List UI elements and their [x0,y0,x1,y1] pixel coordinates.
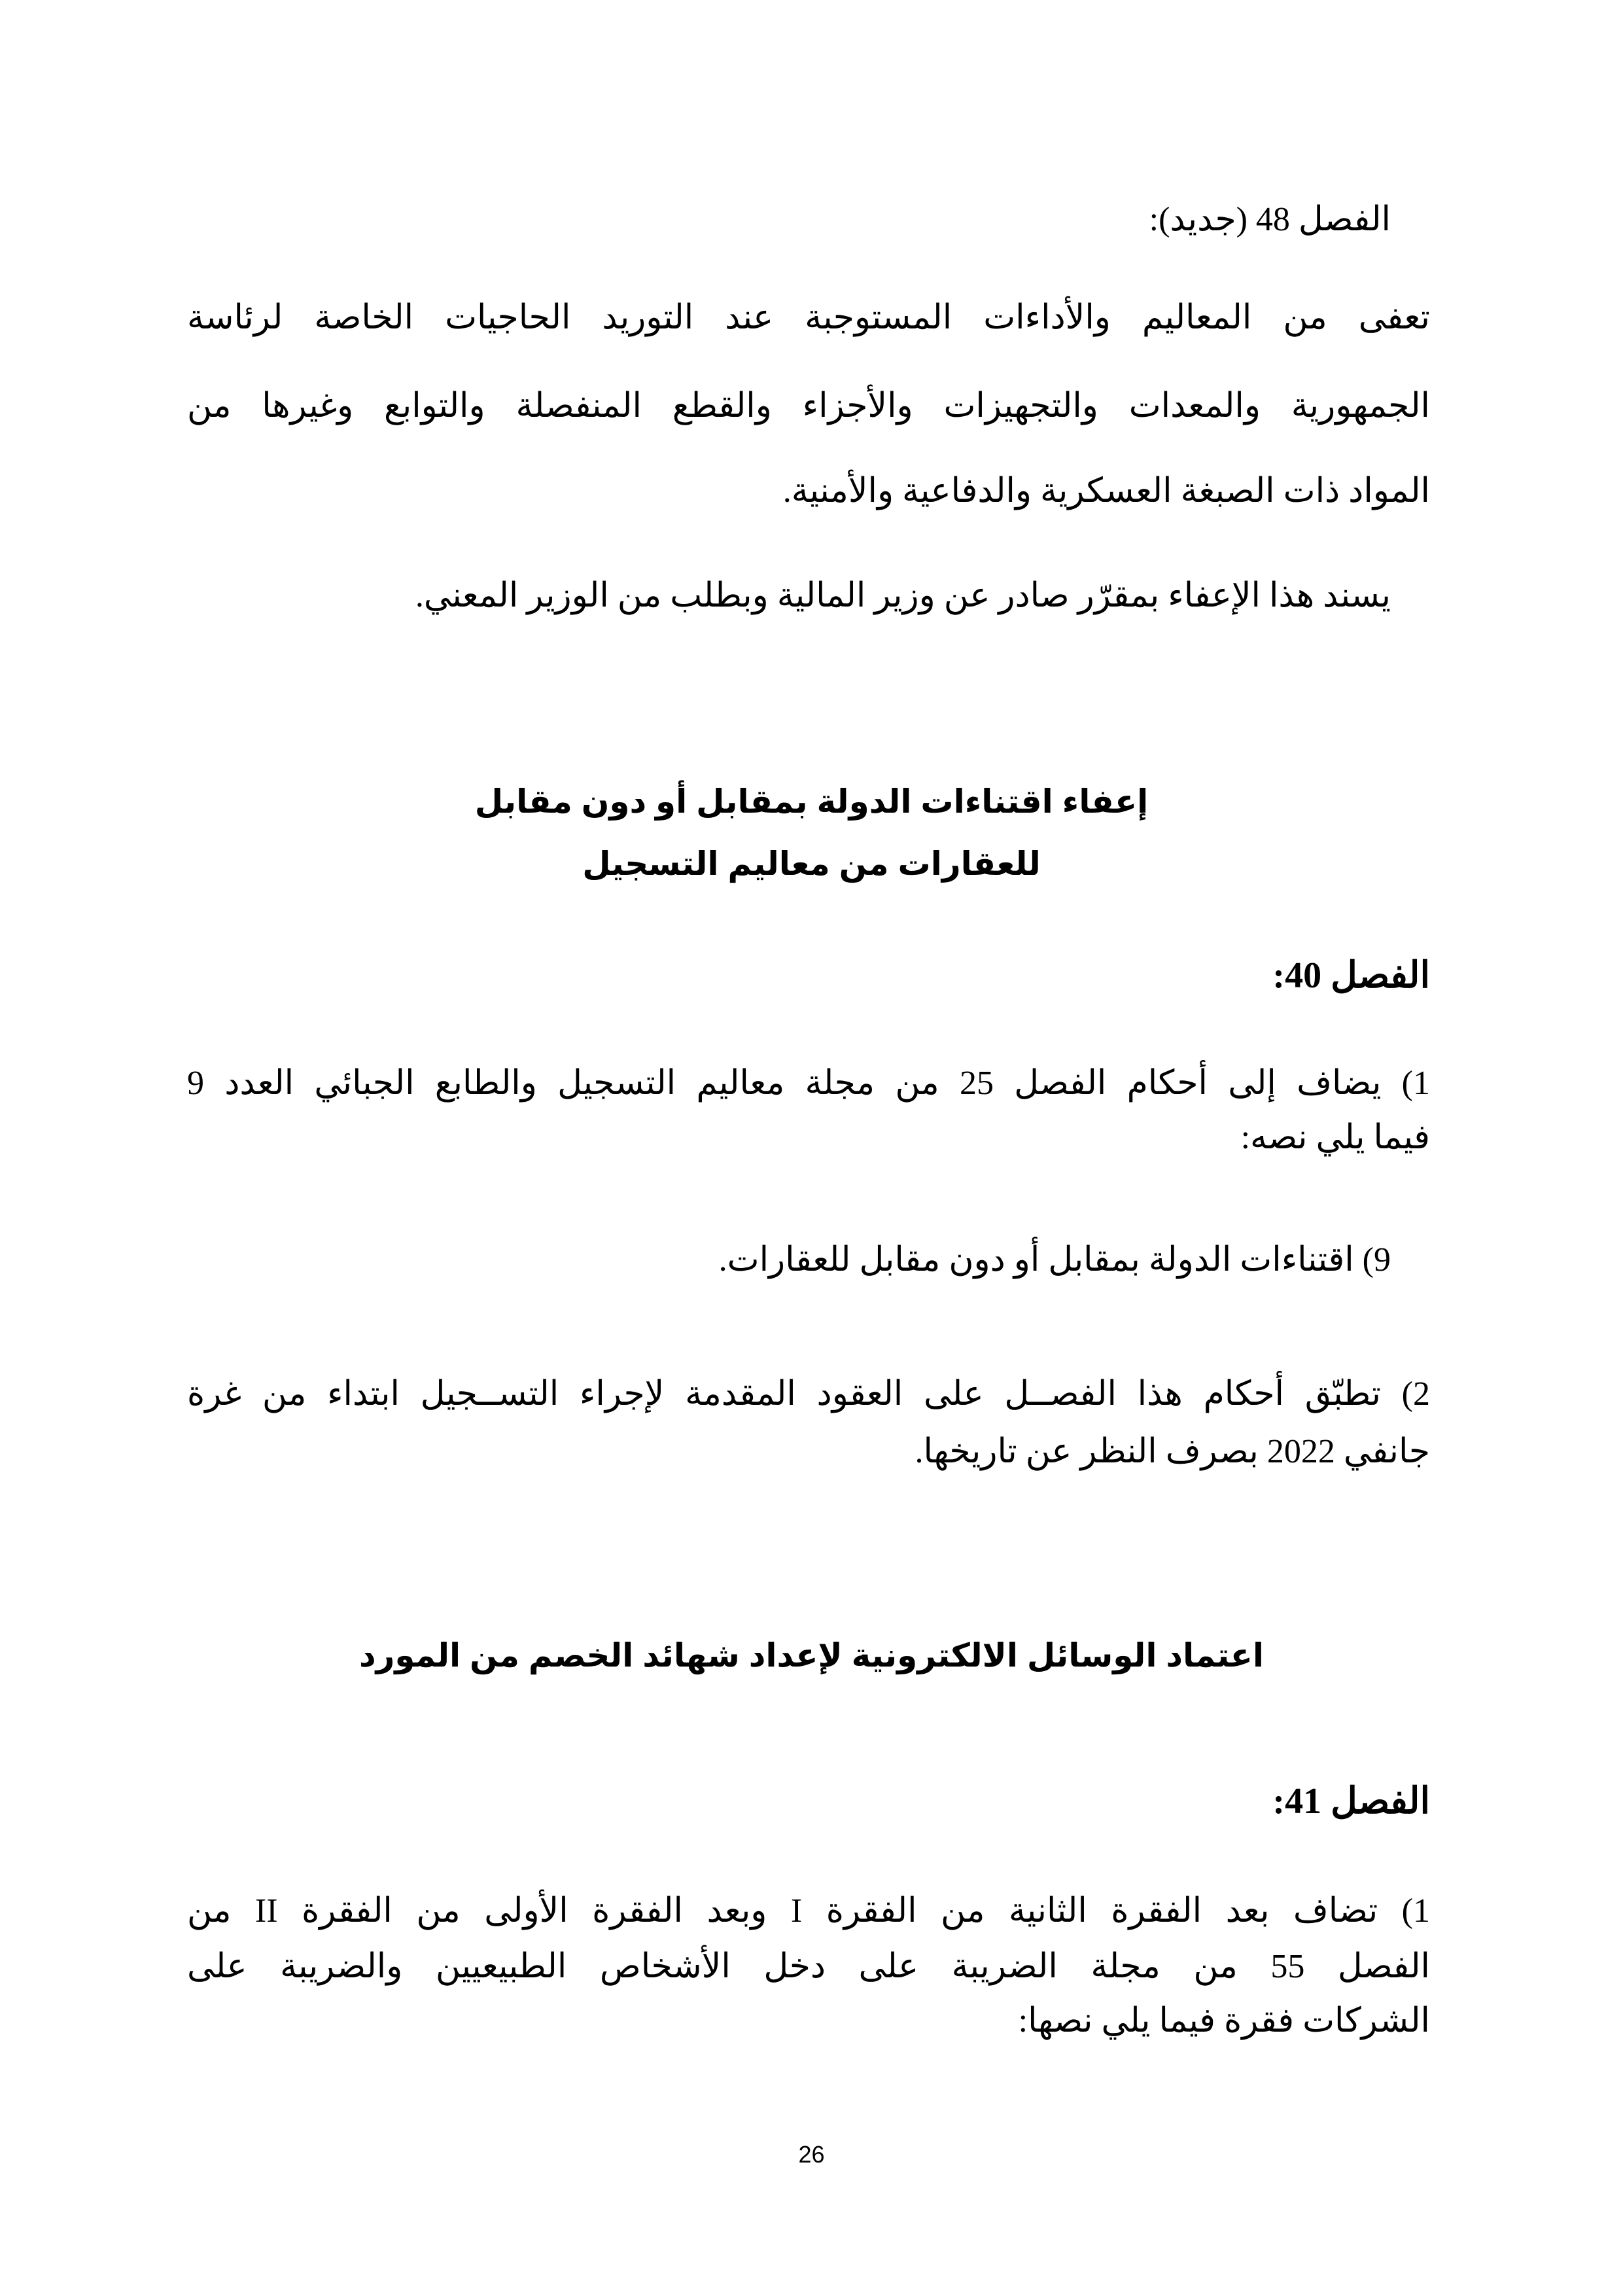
article-40-title: الفصل 40: [1272,955,1430,996]
article-40-item1-line2: فيما يلي نصه: [1240,1119,1430,1156]
page-number: 26 [798,2141,825,2168]
article-41-item1-line2: الفصل 55 من مجلة الضريبة على دخل الأشخاص الطبيعيين والضريبة على [187,1948,1431,1985]
article-40-quote: 9) اقتناءات الدولة بمقابل أو دون مقابل للعقارات. [718,1241,1391,1279]
heading-state-acquisitions-line2: للعقارات من معاليم التسجيل [582,845,1041,882]
section-48-para1-line2: الجمهورية والمعدات والتجهيزات والأجزاء والقطع المنفصلة والتوابع وغيرها من [187,387,1430,425]
heading-electronic-means: اعتماد الوسائل الالكترونية لإعداد شهائد الخصم من المورد [358,1637,1265,1674]
section-48-para2: يسند هذا الإعفاء بمقرّر صادر عن وزير المالية وبطلب من الوزير المعني. [415,577,1391,614]
article-40-item1-line1: 1) يضاف إلى أحكام الفصل 25 من مجلة معاليم التسجيل والطابع الجبائي العدد 9 [187,1065,1430,1102]
article-41-title: الفصل 41: [1272,1781,1430,1822]
section-48-para1-line3: المواد ذات الصبغة العسكرية والدفاعية والأمنية. [782,472,1430,510]
heading-state-acquisitions-line1: إعفاء اقتناءات الدولة بمقابل أو دون مقابل [474,783,1149,820]
article-40-item2-line2: جانفي 2022 بصرف النظر عن تاريخها. [915,1433,1430,1470]
article-41-item1-line1: 1) تضاف بعد الفقرة الثانية من الفقرة I وبعد الفقرة الأولى من الفقرة II من [187,1892,1431,1930]
article-40-item2-line1: 2) تطبّق أحكام هذا الفصــل على العقود المقدمة لإجراء التســجيل ابتداء من غرة [187,1375,1430,1413]
section-48-para1-line1: تعفى من المعاليم والأداءات المستوجبة عند التوريد الحاجيات الخاصة لرئاسة [187,299,1430,336]
section-48-title: الفصل 48 (جديد): [1149,201,1391,238]
article-41-item1-line3: الشركات فقرة فيما يلي نصها: [1018,2002,1430,2040]
